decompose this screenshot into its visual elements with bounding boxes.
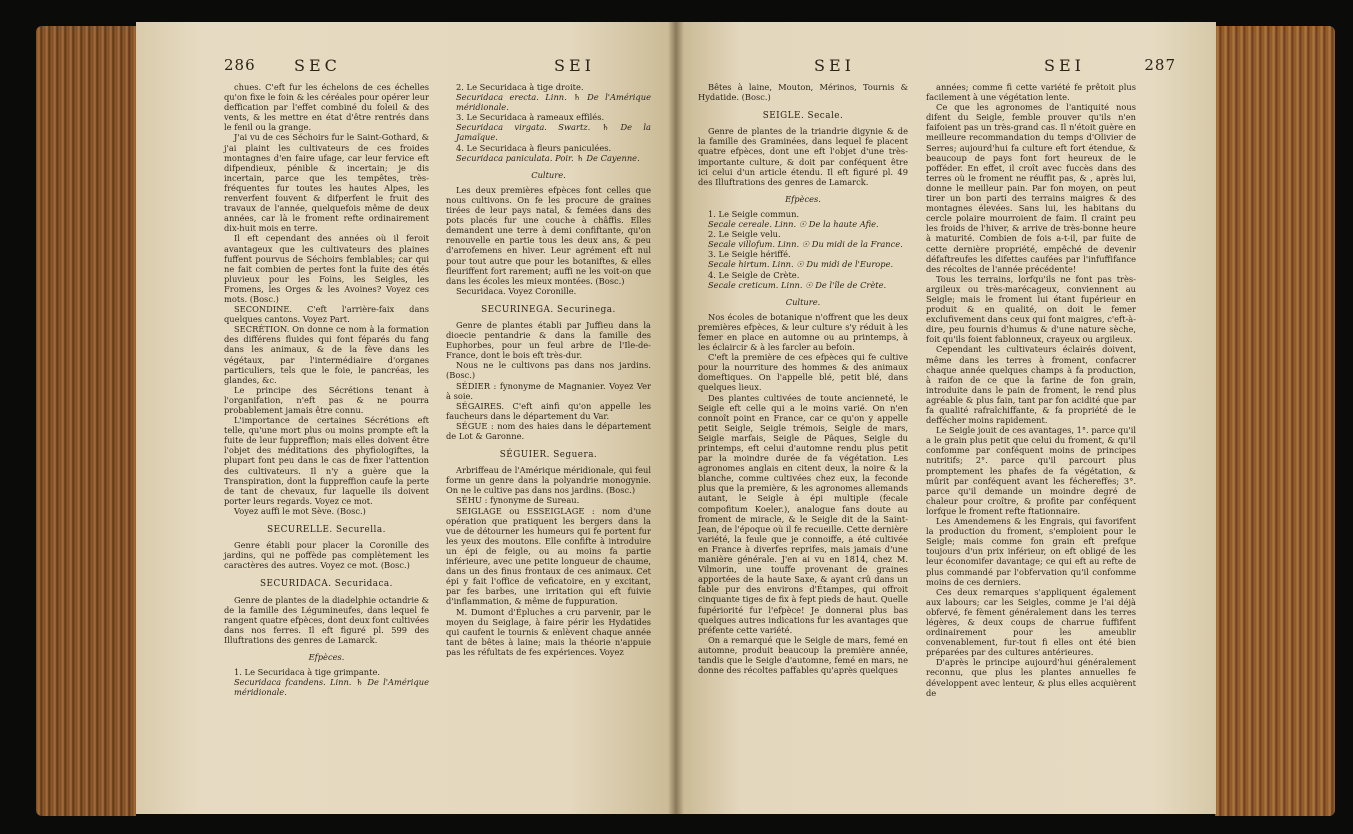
paragraph: 1. Le Securidaca à tige grimpante. — [234, 667, 381, 678]
entry-heading: SECURIDACA. Securidaca. — [260, 579, 393, 590]
entry-heading: SEIGLE. Secale. — [762, 111, 844, 122]
section-subheading: Efpèces. — [785, 193, 821, 204]
species-citation: Securidaca erecta. Linn. ♄ De l'Amérique méridionale. — [456, 92, 651, 113]
paragraph: 4. Le Securidaca à fleurs paniculées. — [456, 142, 612, 153]
paragraph: Nous ne le cultivons pas dans nos jardins. (Bosc.) — [446, 360, 651, 381]
right-page-column-1 — [698, 82, 908, 675]
paragraph: Genre de plantes établi par Juffieu dans la dioecie pentandrie & dans la famille des Euphorbes, pour un feul arbre de l'Ile-de-France, dont le bois eft très-dur. — [446, 319, 651, 361]
paragraph: Tous les terrains, lorfqu'ils ne font pas très-argileux ou très-marécageux, conviennent au Seigle; mais le froment lui étant fupérieur en produit & en qualité, on doit le femer exclufivement dans ceux qui font maigres, c'eft-à-dire, peu fournis d'humus & d'une nature sèche, foit qu'ils foient fablonneux, crayeux ou argileux. — [926, 273, 1136, 345]
entry-heading: SECURELLE. Securella. — [267, 525, 386, 536]
left-page-edges — [36, 26, 136, 816]
page-number: 287 — [1144, 56, 1176, 74]
paragraph: années; comme fi cette variété fe prêtoit plus facilement à une végétation lente. — [926, 82, 1136, 103]
paragraph: SECRÉTION. On donne ce nom à la formation des différens fluides qui font féparés du fang dans les animaux, & de la fève dans les végétaux, par l'intermédiaire d'organes particuliers, tels que le foie, le pancréas, les glandes, &c. — [224, 324, 429, 385]
section-subheading: Efpèces. — [308, 651, 345, 662]
species-citation: Secale cereale. Linn. ☉ De la haute Afie. — [708, 219, 879, 230]
right-page-column-2 — [926, 82, 1136, 698]
left-page — [136, 22, 676, 814]
paragraph: 4. Le Seigle de Crète. — [708, 269, 800, 280]
left-page-column-1 — [224, 82, 429, 697]
entry-heading: SÉGUIER. Seguera. — [499, 450, 598, 461]
running-head: SEI — [554, 56, 595, 75]
paragraph: 3. Le Securidaca à rameaux effilés. — [456, 112, 605, 123]
paragraph: Securidaca. Voyez Coronille. — [456, 285, 577, 296]
paragraph: C'eft la première de ces efpèces qui fe cultive pour la nourriture des hommes & des animaux domeftiques. On l'appelle blé, petit blé, dans quelques lieux. — [698, 352, 908, 393]
paragraph: Genre de plantes de la diadelphie octandrie & de la famille des Légumineufes, dans lequel fe rangent quatre efpèces, dont deux font cultivées dans nos ferres. Il eft figuré pl. 599 des Illuftrations des genres de Lamarck. — [224, 594, 429, 645]
paragraph: L'importance de certaines Sécrétions eft telle, qu'une mort plus ou moins prompte eft la fuite de leur fuppreffion; mais elles doivent être l'objet des méditations des phyfiologiftes, la plupart font peu dans le cas de fixer l'attention des cultivateurs. Il n'y a guère que la Transpiration, dont la fuppreffion caufe la perte de tant de chevaux, fur laquelle ils doivent porter leurs regards. Voyez ce mot. — [224, 415, 429, 506]
paragraph: 1. Le Seigle commun. — [708, 208, 800, 219]
paragraph: SÉDIER : fynonyme de Magnanier. Voyez Ver à soie. — [446, 380, 651, 401]
species-citation: Secale villofum. Linn. ☉ Du midi de la France. — [708, 239, 903, 250]
paragraph: Genre de plantes de la triandrie digynie & de la famille des Graminées, dans lequel fe placent quatre efpèces, dont une eft l'objet d'une très-importante culture, & doit par conféquent être ici celui d'un article étendu. Il eft figuré pl. 49 des Illuftrations des genres de Lamarck. — [698, 126, 908, 187]
paragraph: Ces deux remarques s'appliquent également aux labours; car les Seigles, comme je l'ai déjà obfervé, fe fèment généralement dans les terres légères, & deux coups de charrue fuffifent ordinairement pour les ameublir convenablement, fur-tout fi elles ont été bien préparées par des cultures antérieures. — [926, 586, 1136, 658]
paragraph: SÉGAIRES. C'eft ainfi qu'on appelle les faucheurs dans le département du Var. — [446, 400, 651, 421]
paragraph: Cependant les cultivateurs éclairés doivent, même dans les terres à froment, confacrer chaque année quelques champs à fa production, à raifon de ce que la farine de fon grain, introduite dans le pain de froment, le rend plus agréable & plus fain, tant par fon acidité que par fa qualité rafraîchiffante, & fa propriété de le deffécher moins rapidement. — [926, 344, 1136, 426]
paragraph: Les deux premières efpèces font celles que nous cultivons. On fe les procure de graines tirées de leur pays natal, & femées dans des pots placés fur une couche à châffis. Elles demandent une terre à demi confiftante, qu'on renouvelle en partie tous les deux ans, & peu d'arrofemens en hiver. Leur agrément eft nul pour tout autre que pour les botaniftes, & elles fleuriffent fort rarement; auffi ne les voit-on que dans les écoles les mieux montées. (Bosc.) — [446, 184, 651, 286]
right-page-edges — [1215, 26, 1335, 816]
running-head: SEI — [1044, 56, 1085, 75]
section-subheading: Culture. — [531, 169, 566, 180]
paragraph: Voyez auffi le mot Sève. (Bosc.) — [234, 505, 366, 516]
species-citation: Secale hirtum. Linn. ☉ Du midi de l'Europe. — [708, 259, 894, 270]
running-head: SEC — [294, 56, 341, 75]
paragraph: Le Seigle jouit de ces avantages, 1°. parce qu'il a le grain plus petit que celui du froment, & qu'il confomme par conféquent moins de principes nutritifs; 2°. parce qu'il parcourt plus promptement les phafes de fa végétation, & mûrit par conféquent avant les féchereffes; 3°. parce qu'il demande un moindre degré de chaleur pour croître, & profite par conféquent lorfque le froment refte ftationnaire. — [926, 425, 1136, 516]
paragraph: SEIGLAGE ou ESSEIGLAGE : nom d'une opération que pratiquent les bergers dans la vue de détourner les humeurs qui fe portent fur les yeux des moutons. Elle confifte à introduire un épi de feigle, ou au moins fa partie inférieure, avec une petite longueur de chaume, dans un des finus frontaux de ces animaux. Cet épi y fait l'office de veficatoire, en y excitant, par fes barbes, une irritation qui eft fuivie d'inflammation, & même de fuppuration. — [446, 505, 651, 607]
paragraph: 3. Le Seigle hériffé. — [708, 249, 791, 260]
paragraph: 2. Le Seigle velu. — [708, 229, 781, 240]
paragraph: Nos écoles de botanique n'offrent que les deux premières efpèces, & leur culture s'y réduit à les femer en place en automne ou au printemps, à les éclaircir & à les farcler au befoin. — [698, 311, 908, 353]
entry-heading: SECURINEGA. Securinega. — [481, 304, 616, 315]
paragraph: On a remarqué que le Seigle de mars, femé en automne, produit beaucoup la première année, tandis que le Seigle d'automne, femé en mars, ne donne des récoltes paffables qu'après quelques — [698, 634, 908, 676]
paragraph: Des plantes cultivées de toute ancienneté, le Seigle eft celle qui a le moins varié. On n'en connoît point en France, car ce qu'on y appelle petit Seigle, Seigle trémois, Seigle de mars, Seigle marfais, Seigle de Pâques, Seigle du printemps, eft celui d'automne rendu plus petit par la moindre durée de fa végétation. Les agronomes anglais en citent deux, la noire & la blanche, comme cultivées chez eux, la feconde plus que la première, & les agronomes allemands autant, le Seigle à épi multiple (fecale compofitum Koeler.), analogue fans doute au froment de miracle, & le Seigle dit de la Saint-Jean, de l'époque où il fe recueille. Cette dernière variété, la feule que je connoiffe, a été cultivée en France à diverfes reprifes, mais jamais d'une manière générale. J'en ai vu en 1814, chez M. Vilmorin, une touffe provenant de graines apportées de la haute Saxe, & ayant crû dans un fable pur des environs d'Étampes, qui offroit cinquante tiges de fix à fept pieds de haut. Quelle fupériorité fur l'efpèce! Je donnerai plus bas quelques autres indications fur les avantages que préfente cette variété. — [698, 392, 908, 635]
section-subheading: Culture. — [785, 296, 821, 307]
species-citation: Secale creticum. Linn. ☉ De l'île de Crète. — [708, 279, 887, 290]
paragraph: Le principe des Sécrétions tenant à l'organifation, n'eft pas & ne pourra probablement jamais être connu. — [224, 384, 429, 415]
paragraph: D'après le principe aujourd'hui généralement reconnu, que plus les plantes annuelles fe développent avec lenteur, & plus elles acquièrent de — [926, 657, 1136, 698]
book-gutter — [668, 22, 684, 814]
paragraph: SÉGUE : nom des haies dans le département de Lot & Garonne. — [446, 420, 651, 441]
paragraph: Bêtes à laine, Mouton, Mérinos, Tournis & Hydatide. (Bosc.) — [698, 82, 908, 103]
paragraph: M. Dumont d'Épluches a cru parvenir, par le moyen du Seiglage, à faire périr les Hydatides qui caufent le tournis & enlèvent chaque année tant de bêtes à laine; mais la théorie n'appuie pas les réfultats de fes expériences. Voyez — [446, 606, 651, 657]
paragraph: Ce que les agronomes de l'antiquité nous difent du Seigle, femble prouver qu'ils n'en faifoient pas un très-grand cas. Il n'étoit guère en meilleure recommandation du temps d'Olivier de Serres; aujourd'hui fa culture eft fort étendue, & beaucoup de pays font fort heureux de le pofféder. En effet, il croît avec fuccès dans des terres où le froment ne réuffit pas, & , après lui, donne le meilleur pain. Par fon moyen, on peut tirer un bon parti des terrains maigres & des montagnes élevées. Sans lui, les habitans du cercle polaire mourroient de faim. Il craint peu les froids de l'hiver, & arrive de très-bonne heure à maturité. Combien de fois a-t-il, par fuite de cette dernière propriété, empêché de devenir défaftreufes les difettes caufées par l'infuffifance des récoltes de l'année précédente! — [926, 102, 1136, 274]
species-citation: Securidaca paniculata. Poir. ♄ De Cayenne. — [456, 152, 640, 163]
paragraph: Il eft cependant des années où il feroit avantageux que les cultivateurs des plaines fuffent pourvus de Séchoirs femblables; car qui ne fait combien de pertes font la fuite des étés pluvieux pour les Foins, les Seigles, les Fromens, les Orges & les Avoines? Voyez ces mots. (Bosc.) — [224, 233, 429, 304]
paragraph: Genre établi pour placer la Coronille des jardins, qui ne poffède pas complètement les caractères des autres. Voyez ce mot. (Bosc.) — [224, 540, 429, 571]
paragraph: J'ai vu de ces Séchoirs fur le Saint-Gothard, & j'ai plaint les cultivateurs de ces froides montagnes d'en faire ufage, car leur fervice eft difpendieux, pénible & incertain; je dis incertain, parce que les tempêtes, très-fréquentes fur toutes les hautes Alpes, les renverfent fouvent & difperfent le fruit des travaux de l'année, quelquefois même de deux années, car là le froment refte ordinairement dix-huit mois en terre. — [224, 132, 429, 234]
paragraph: Arbriffeau de l'Amérique méridionale, qui feul forme un genre dans la polyandrie monogynie. On ne le cultive pas dans nos jardins. (Bosc.) — [446, 465, 651, 496]
paragraph: Les Amendemens & les Engrais, qui favorifent la production du froment, s'emploient pour le Seigle; mais comme fon grain eft prefque toujours d'un prix inférieur, on eft obligé de les leur économifer davantage; ce qui eft au refte de plus commandé par l'obfervation qu'il confomme moins de ces derniers. — [926, 516, 1136, 587]
left-page-column-2 — [446, 82, 651, 657]
running-head: SEI — [814, 56, 855, 75]
species-citation: Securidaca fcandens. Linn. ♄ De l'Amérique méridionale. — [234, 677, 429, 698]
paragraph: SECONDINE. C'eft l'arrière-faix dans quelques cantons. Voyez Part. — [224, 304, 429, 325]
paragraph: SÉHU : fynonyme de Sureau. — [456, 495, 580, 506]
paragraph: 2. Le Securidaca à tige droite. — [456, 82, 584, 92]
species-citation: Securidaca virgata. Swartz. ♄ De la Jamaïque. — [456, 122, 651, 143]
page-number: 286 — [224, 56, 256, 74]
paragraph: chues. C'eft fur les échelons de ces échelles qu'on fixe le foin & les céréales pour opérer leur deffication par l'effet combiné du foleil & des vents, & les mettre en état d'être rentrés dans le fenil ou la grange. — [224, 82, 429, 133]
right-page — [676, 22, 1216, 814]
